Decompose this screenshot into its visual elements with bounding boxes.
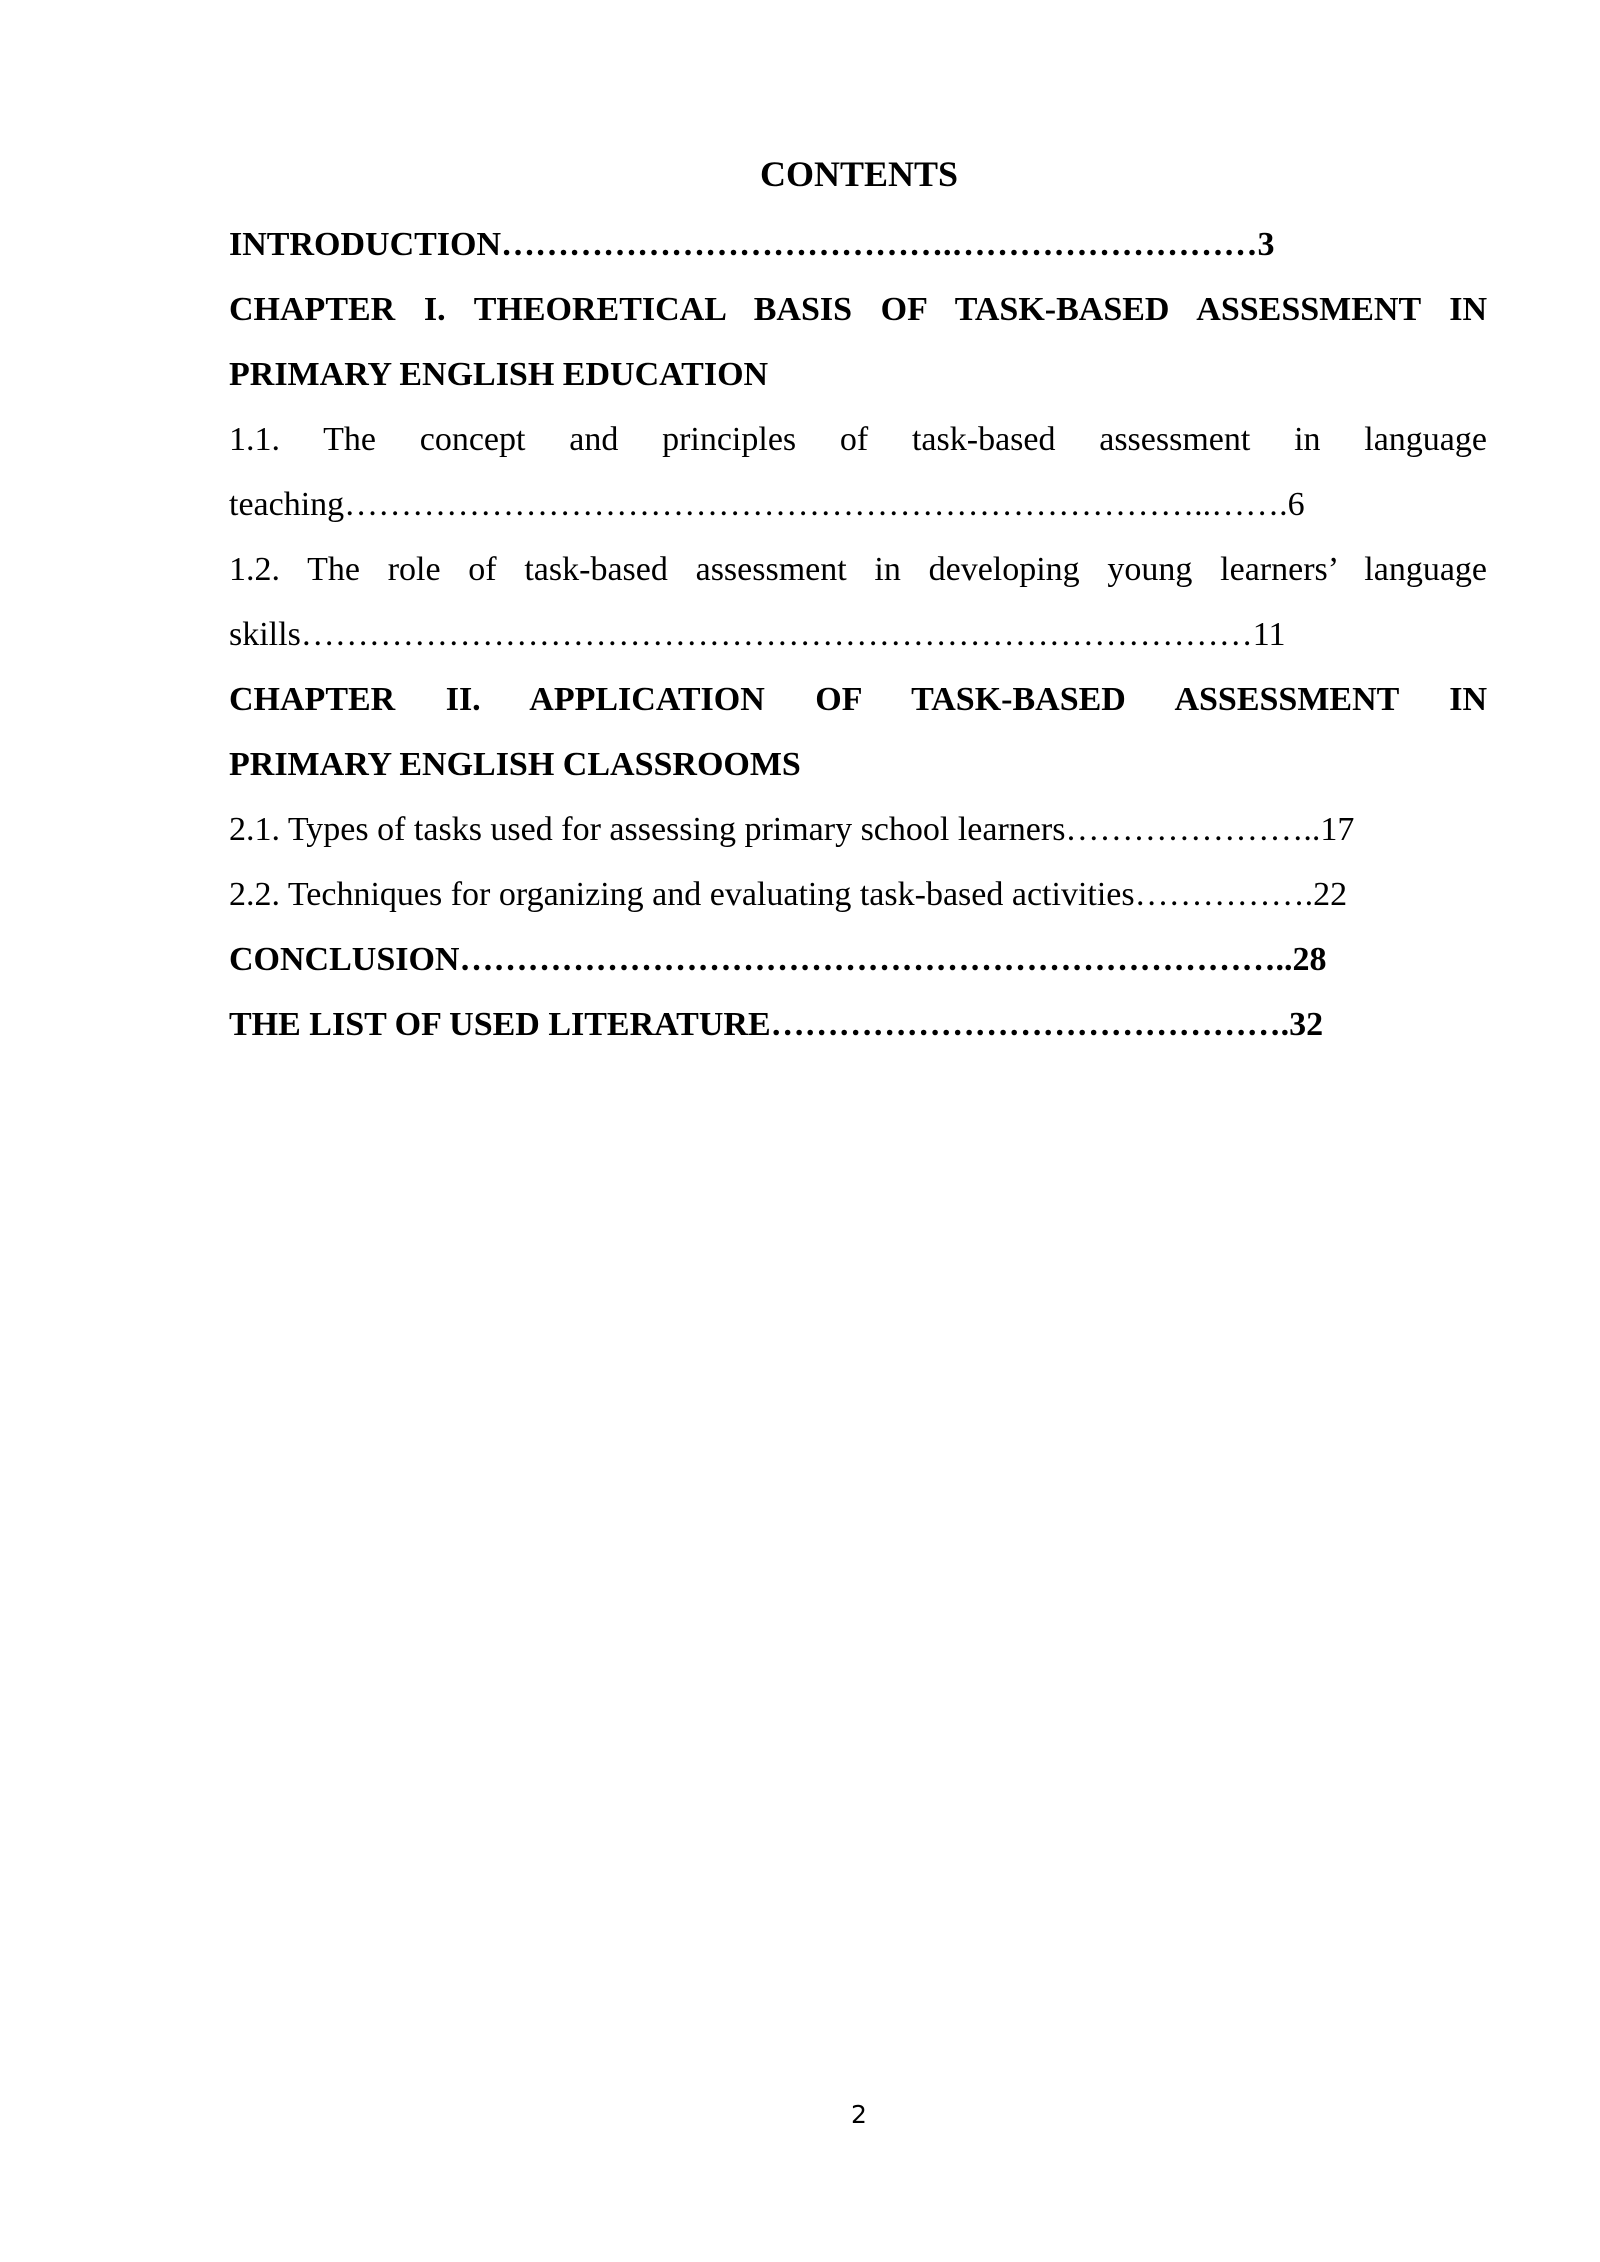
toc-line: CHAPTER II. APPLICATION OF TASK-BASED ASSESSMENT IN [229, 681, 1487, 718]
toc-entry-1-1 [229, 407, 1487, 537]
toc-line: CONCLUSION………………………………………………………………..28 [229, 941, 1327, 978]
toc-entry-literature [229, 992, 1487, 1057]
toc-entry-chapter-1 [229, 277, 1487, 407]
toc-line: INTRODUCTION………………………………….………………………3 [229, 226, 1275, 263]
toc-entry-2-2 [229, 862, 1487, 927]
toc-line: PRIMARY ENGLISH CLASSROOMS [229, 746, 801, 783]
toc-entry-chapter-2 [229, 667, 1487, 797]
toc-line: 1.1. The concept and principles of task-based assessment in language [229, 421, 1487, 458]
toc-entry-2-1 [229, 797, 1487, 862]
toc-entry-introduction [229, 212, 1487, 277]
toc-line: PRIMARY ENGLISH EDUCATION [229, 356, 769, 393]
toc-line: THE LIST OF USED LITERATURE……………………………………….32 [229, 1006, 1324, 1043]
table-of-contents [229, 212, 1487, 1057]
toc-line: CHAPTER I. THEORETICAL BASIS OF TASK-BASED ASSESSMENT IN [229, 291, 1487, 328]
toc-line: teaching…………………………………………………………………..…….6 [229, 486, 1305, 523]
toc-line: 2.2. Techniques for organizing and evaluating task-based activities…………….22 [229, 876, 1348, 913]
page-number: 2 [851, 2100, 867, 2129]
toc-line: 2.1. Types of tasks used for assessing primary school learners…………………..17 [229, 811, 1355, 848]
toc-line: 1.2. The role of task-based assessment in developing young learners’ language [229, 551, 1487, 588]
toc-line: skills…………………………………………………………………………11 [229, 616, 1286, 653]
contents-title: CONTENTS [759, 154, 959, 194]
toc-entry-conclusion [229, 927, 1487, 992]
toc-entry-1-2 [229, 537, 1487, 667]
